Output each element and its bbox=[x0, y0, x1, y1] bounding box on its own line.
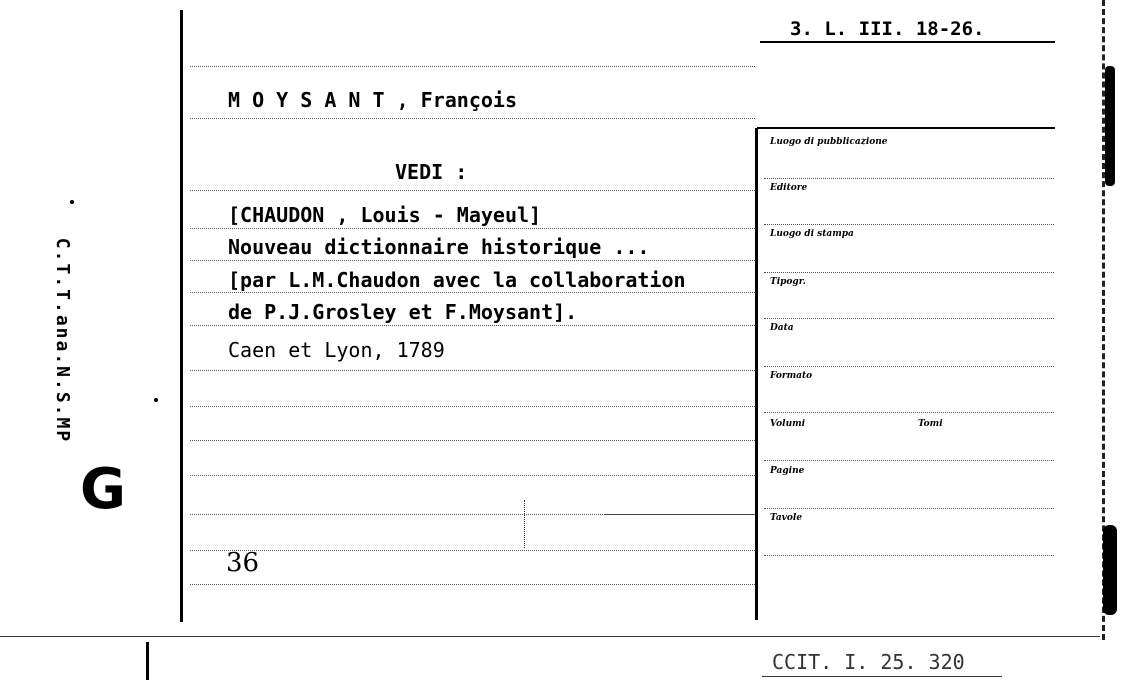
right-edge-blob bbox=[1103, 525, 1117, 615]
shelfmark: 3. L. III. 18-26. bbox=[790, 18, 985, 40]
field-luogo-pubblicazione: Luogo di pubblicazione bbox=[770, 137, 888, 147]
field-rule-6 bbox=[764, 412, 1054, 413]
rule-6 bbox=[190, 292, 755, 293]
left-dot-1 bbox=[70, 200, 74, 204]
field-tavole: Tavole bbox=[770, 513, 803, 523]
left-dot-2 bbox=[154, 398, 158, 402]
field-rule-3 bbox=[764, 272, 1054, 273]
rule-8 bbox=[190, 370, 755, 371]
side-stamp: C.T.T.ana.N.S.MP bbox=[52, 237, 74, 444]
body-line-5: Caen et Lyon, 1789 bbox=[228, 338, 445, 362]
rule-1 bbox=[190, 66, 755, 67]
field-luogo-stampa: Luogo di stampa bbox=[770, 229, 854, 239]
heading-author: M O Y S A N T , François bbox=[228, 88, 517, 112]
panel-top-rule bbox=[757, 127, 1055, 129]
rule-9 bbox=[190, 406, 755, 407]
rule-2 bbox=[190, 118, 755, 119]
rule-10 bbox=[190, 440, 755, 441]
field-pagine: Pagine bbox=[770, 466, 805, 476]
stray-mark bbox=[524, 500, 527, 548]
panel-divider bbox=[755, 128, 758, 620]
field-tomi: Tomi bbox=[918, 419, 943, 429]
body-line-3: [par L.M.Chaudon avec la collaboration bbox=[228, 268, 686, 292]
rule-14 bbox=[190, 584, 755, 585]
handwritten-note: 36 bbox=[226, 548, 260, 578]
bottom-code-underline bbox=[762, 676, 1002, 677]
field-rule-2 bbox=[764, 224, 1054, 225]
field-formato: Formato bbox=[770, 371, 813, 381]
field-data: Data bbox=[770, 323, 794, 333]
vedi-label: VEDI : bbox=[395, 160, 468, 184]
field-editore: Editore bbox=[770, 183, 808, 193]
card-bottom-edge bbox=[0, 636, 1100, 637]
body-line-2: Nouveau dictionnaire historique ... bbox=[228, 235, 650, 259]
field-rule-5 bbox=[764, 366, 1054, 367]
field-volumi: Volumi bbox=[770, 419, 806, 429]
rule-11 bbox=[190, 475, 755, 476]
shelfmark-underline bbox=[760, 41, 1055, 43]
bottom-stub bbox=[146, 642, 149, 680]
field-tipogr: Tipogr. bbox=[770, 277, 806, 287]
body-line-1: [CHAUDON , Louis - Mayeul] bbox=[228, 203, 542, 227]
rule-7 bbox=[190, 325, 755, 326]
field-rule-8 bbox=[764, 508, 1054, 509]
field-rule-4 bbox=[764, 318, 1054, 319]
card-left-border bbox=[180, 10, 183, 622]
rule-4 bbox=[190, 228, 755, 229]
field-rule-1 bbox=[764, 178, 1054, 179]
body-line-4: de P.J.Grosley et F.Moysant]. bbox=[228, 300, 578, 324]
right-edge-bar bbox=[1105, 66, 1115, 186]
field-rule-9 bbox=[764, 555, 1054, 556]
section-letter: G bbox=[80, 457, 126, 522]
field-rule-7 bbox=[764, 460, 1054, 461]
bottom-code: CCIT. I. 25. 320 bbox=[772, 650, 965, 674]
rule-3 bbox=[190, 190, 755, 191]
rule-5 bbox=[190, 260, 755, 261]
stray-dash bbox=[604, 514, 754, 515]
rule-13 bbox=[190, 550, 755, 551]
